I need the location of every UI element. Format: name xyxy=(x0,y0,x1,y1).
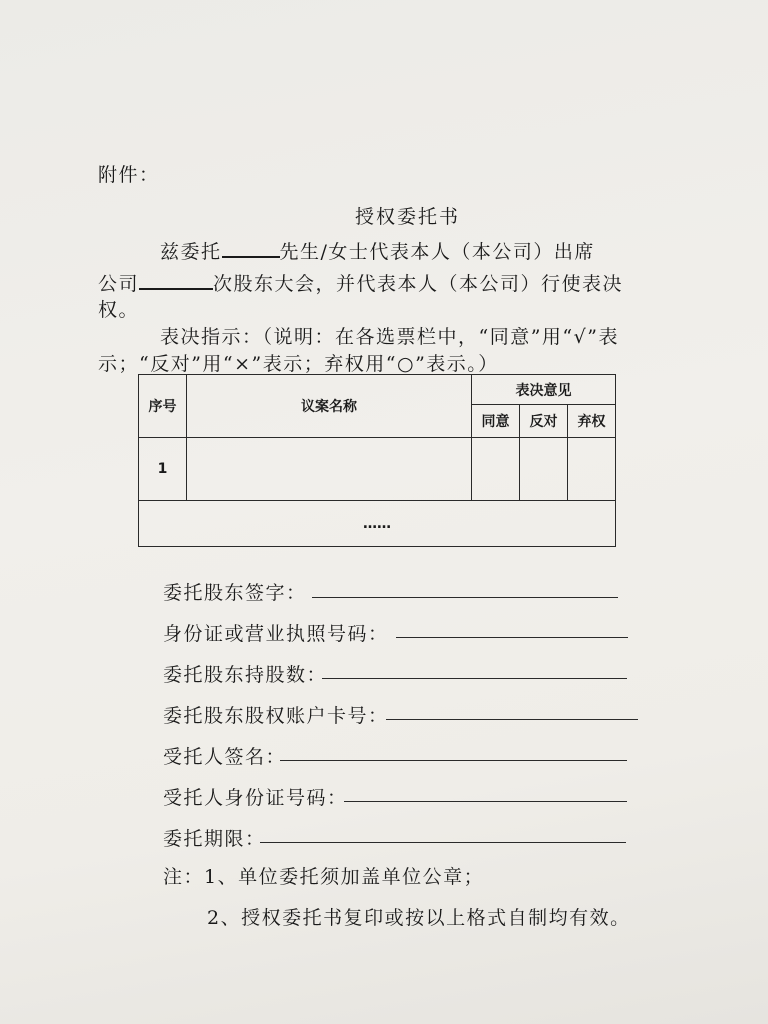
label-shareholder-signature: 委托股东签字： xyxy=(163,582,307,604)
note-1: 注：1、单位委托须加盖单位公章； xyxy=(163,866,485,888)
row-agree-cell xyxy=(472,438,520,501)
instructions-line-2: 示；“反对”用“×”表示；弃权用“○”表示。） xyxy=(98,353,499,375)
row-ellipsis: …… xyxy=(139,501,616,547)
term-line xyxy=(260,842,626,843)
meeting-number-blank xyxy=(139,270,213,290)
header-voting-opinion: 表决意见 xyxy=(472,375,616,405)
label-id-number: 身份证或营业执照号码： xyxy=(163,623,389,645)
trustee-signature-line xyxy=(280,760,627,761)
row-serial-no: 1 xyxy=(139,438,187,501)
intro-line-3: 权。 xyxy=(98,299,140,321)
intro-text-entrust: 兹委托 xyxy=(160,241,222,263)
label-account-number: 委托股东股权账户卡号： xyxy=(163,705,389,727)
intro-text-company: 公司 xyxy=(98,273,140,295)
row-oppose-cell xyxy=(520,438,568,501)
row-proposal-name-cell xyxy=(187,438,472,501)
document-title: 授权委托书 xyxy=(355,206,461,228)
label-shares-held: 委托股东持股数： xyxy=(163,664,328,686)
intro-text-attend: 先生/女士代表本人（本公司）出席 xyxy=(279,241,595,263)
header-serial-no: 序号 xyxy=(139,375,187,438)
note-2: 2、授权委托书复印或按以上格式自制均有效。 xyxy=(207,907,631,929)
intro-line-2 xyxy=(98,269,623,296)
header-abstain: 弃权 xyxy=(568,405,616,438)
proxy-name-blank xyxy=(222,238,280,258)
instructions-line-1: 表决指示：（说明：在各选票栏中，“同意”用“√”表 xyxy=(160,326,619,348)
id-number-line xyxy=(396,637,628,638)
intro-text-meeting: 次股东大会，并代表本人（本公司）行使表决 xyxy=(213,273,624,295)
header-agree: 同意 xyxy=(472,405,520,438)
shareholder-signature-line xyxy=(312,597,618,598)
intro-line-1 xyxy=(160,237,595,264)
voting-table xyxy=(138,374,616,547)
account-number-line xyxy=(386,719,638,720)
shares-held-line xyxy=(322,678,627,679)
attachment-label: 附件： xyxy=(98,164,160,186)
header-oppose: 反对 xyxy=(520,405,568,438)
row-abstain-cell xyxy=(568,438,616,501)
trustee-id-line xyxy=(344,801,627,802)
label-trustee-id: 受托人身份证号码： xyxy=(163,787,348,809)
header-proposal-name: 议案名称 xyxy=(187,375,472,438)
label-trustee-signature: 受托人签名： xyxy=(163,746,287,768)
label-term: 委托期限： xyxy=(163,828,266,850)
